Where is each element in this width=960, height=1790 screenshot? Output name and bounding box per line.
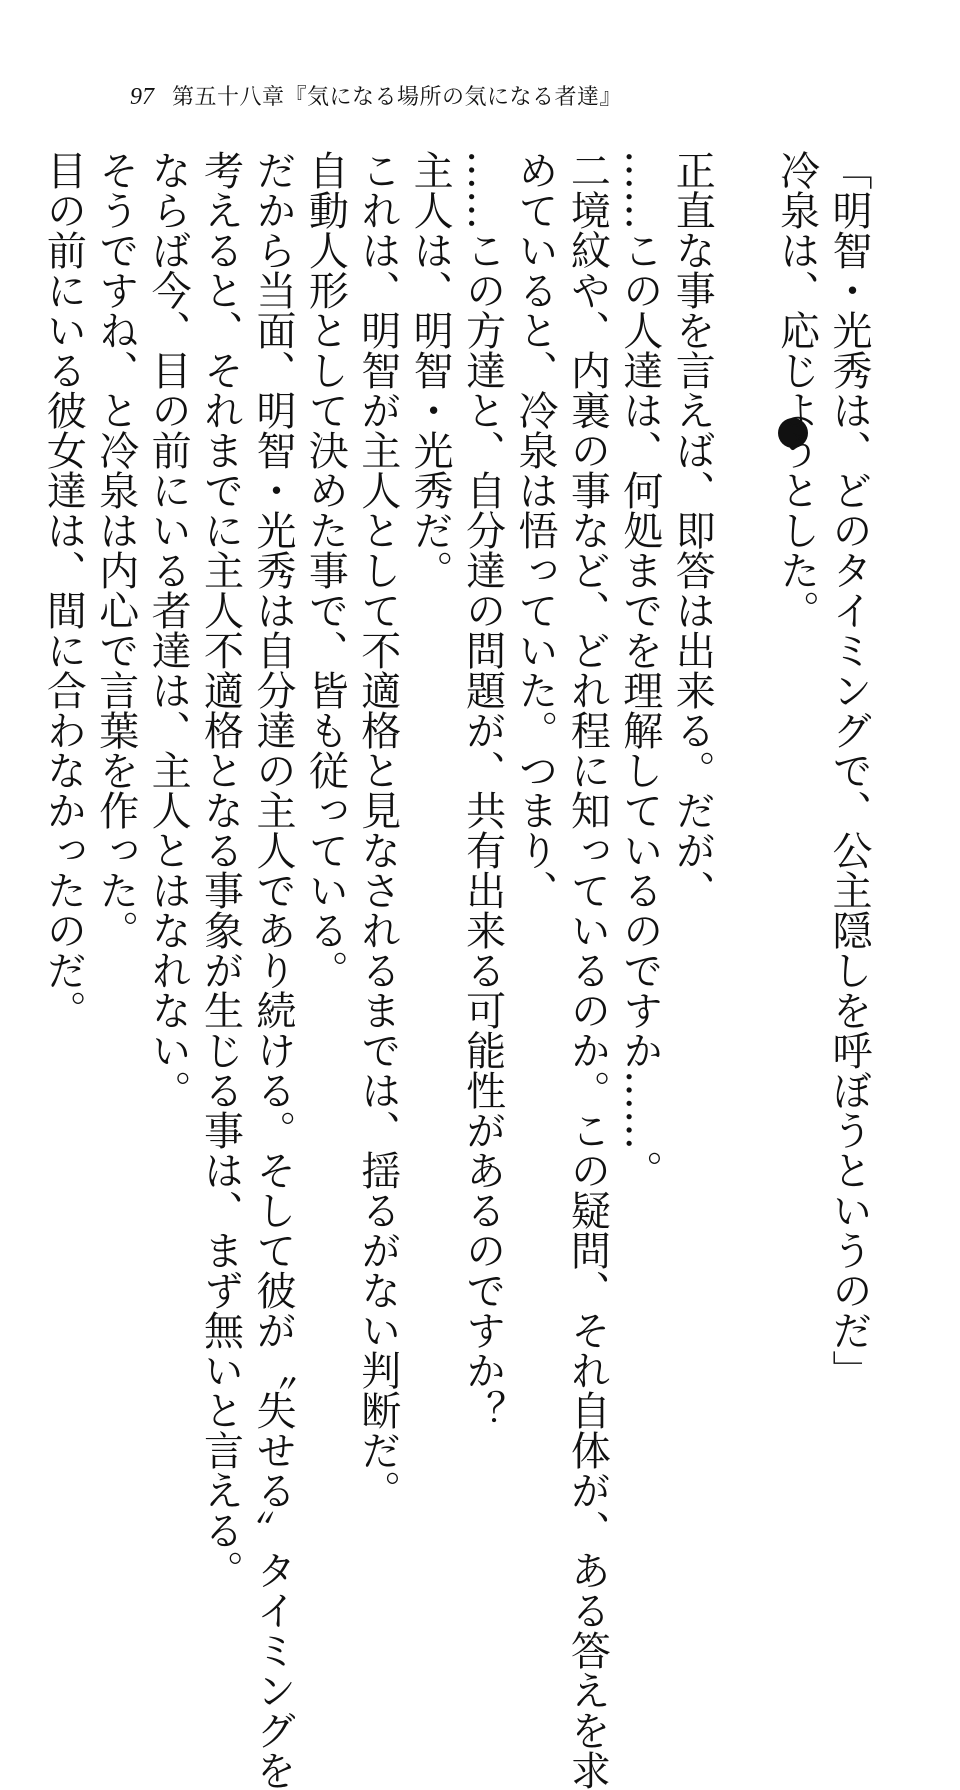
- text-column: そうですね、と冷泉は内心で言葉を作った。: [92, 150, 139, 950]
- text-column: これは、明智が主人として不適格と見なされるまでは、揺るがない判断だ。: [354, 150, 401, 1510]
- text-column: だから当面、明智・光秀は自分達の主人であり続ける。そして彼が〝失せる〟タイミングを: [249, 150, 296, 1790]
- text-column: 自動人形として決めた事で、皆も従っている。: [302, 150, 349, 990]
- text-column: 考えると、それまでに主人不適格となる事象が生じる事は、まず無いと言える。: [197, 150, 244, 1590]
- text-column: めていると、冷泉は悟っていた。つまり、: [511, 150, 558, 910]
- text-column: ……この人達は、何処までを理解しているのですか……。: [616, 150, 663, 1190]
- page-header: [0, 0, 960, 130]
- body-text: [40, 150, 875, 1790]
- page-number: 97: [130, 84, 154, 110]
- text-column: ……この方達と、自分達の問題が、共有出来る可能性があるのですか？: [459, 150, 506, 1430]
- text-column: 「明智・光秀は、どのタイミングで、公主隠しを呼ぼうというのだ」: [826, 150, 872, 1390]
- text-column: 二境紋や、内裏の事など、どれ程に知っているのか。この疑問、それ自体が、ある答えを求: [564, 150, 611, 1790]
- text-column: 目の前にいる彼女達は、間に合わなかったのだ。: [40, 150, 87, 1030]
- text-column: ならば今、目の前にいる者達は、主人とはなれない。: [145, 150, 192, 1110]
- text-column: 主人は、明智・光秀だ。: [407, 150, 454, 590]
- chapter-title: 第五十八章『気になる場所の気になる者達』: [172, 85, 623, 110]
- text-column: 冷泉は、応じようとした。: [773, 150, 820, 630]
- vertical-text-block: [37, 150, 875, 1790]
- text-column: 正直な事を言えば、即答は出来る。だが、: [669, 150, 716, 910]
